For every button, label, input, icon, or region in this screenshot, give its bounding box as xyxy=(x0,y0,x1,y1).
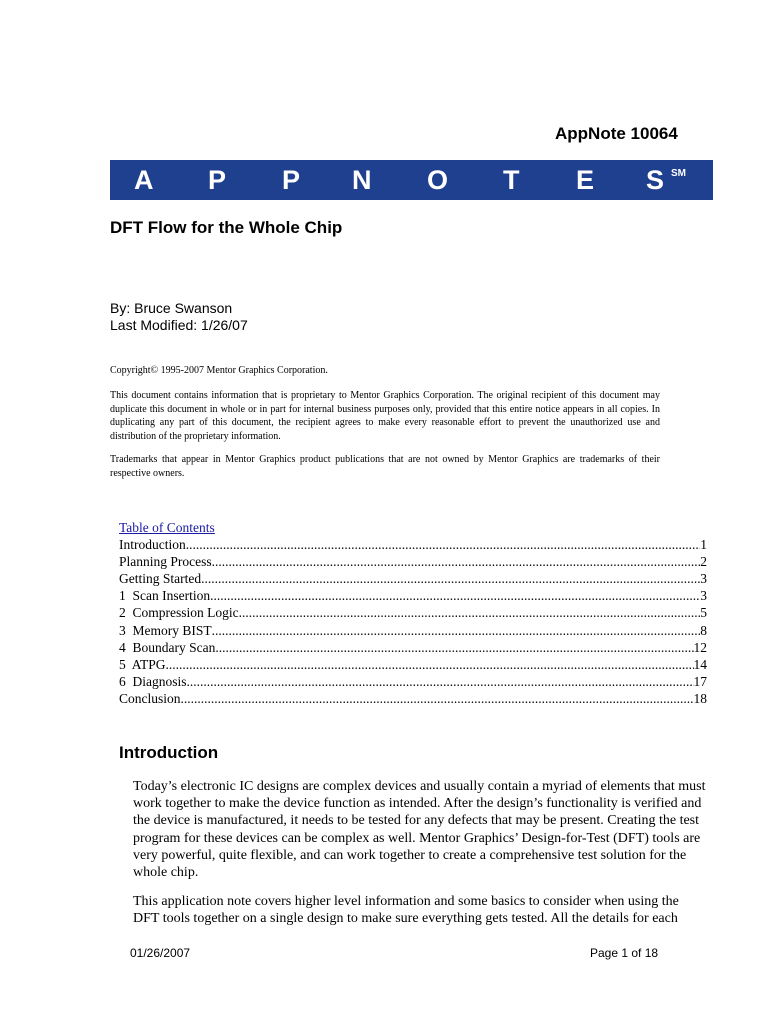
toc-entry[interactable] xyxy=(119,570,707,587)
appnotes-banner xyxy=(110,160,713,200)
toc-entry[interactable] xyxy=(119,553,707,570)
toc-leader-dots xyxy=(181,690,694,707)
toc-entry-label: 2 Compression Logic xyxy=(119,605,239,621)
banner-letter: S xyxy=(646,165,665,195)
banner-letter: T xyxy=(503,165,520,195)
toc-entry[interactable] xyxy=(119,587,707,604)
toc-entry-page: 5 xyxy=(700,605,707,621)
toc-entry-page: 3 xyxy=(700,571,707,587)
toc-entry-label: 3 Memory BIST xyxy=(119,622,212,638)
toc-entry[interactable] xyxy=(119,639,707,656)
introduction-heading: Introduction xyxy=(119,743,219,762)
banner-letter: P xyxy=(208,165,227,195)
footer-page-number: Page 1 of 18 xyxy=(590,946,659,960)
service-mark: SM xyxy=(671,168,686,179)
banner-letter: O xyxy=(427,165,449,195)
appnote-number: AppNote 10064 xyxy=(555,124,678,143)
toc-leader-dots xyxy=(239,604,701,621)
toc-leader-dots xyxy=(212,553,701,570)
banner-letter: N xyxy=(352,165,372,195)
toc-leader-dots xyxy=(166,656,694,673)
toc-leader-dots xyxy=(212,622,701,639)
toc-entry-label: 6 Diagnosis xyxy=(119,673,187,689)
toc-leader-dots xyxy=(210,587,700,604)
banner-letter: A xyxy=(134,165,154,195)
toc-entry[interactable] xyxy=(119,673,707,690)
toc-entry-page: 2 xyxy=(700,554,707,570)
author-line: By: Bruce Swanson xyxy=(110,300,233,316)
banner-letter: P xyxy=(282,165,301,195)
banner-letter: E xyxy=(576,165,595,195)
toc-entry[interactable] xyxy=(119,622,707,639)
introduction-paragraph-1: Today’s electronic IC designs are complex devices and usually contain a myriad of elements that must work together to make the device function as intended. After the design’s functionality is verified and the device is manufactured, it needs to be tested for any defects that may be present. Creating the test program for these devices can be complex as well. Mentor Graphics’ Design-for-Test (DFT) tools are very powerful, quite flexible, and can work together to create a comprehensive test solution for the whole chip. xyxy=(133,779,706,881)
toc-leader-dots xyxy=(215,639,693,656)
toc-entry-page: 18 xyxy=(693,690,707,706)
proprietary-notice: This document contains information that is proprietary to Mentor Graphics Corporation. The original recipient of this document may duplicate this document in whole or in part for internal business purposes only, provided that this entire notice appears in all copies. In duplicating any part of this document, the recipient agrees to make every reasonable effort to prevent the unauthorized use and distribution of the proprietary information. xyxy=(110,390,660,442)
toc-entry-label: 5 ATPG xyxy=(119,656,166,672)
table-of-contents xyxy=(119,519,707,707)
toc-entry-label: Conclusion xyxy=(119,690,181,706)
toc-entry[interactable] xyxy=(119,604,707,621)
introduction-paragraph-2: This application note covers higher level information and some basics to consider when using the DFT tools together on a single design to make sure everything gets tested. All the details for each xyxy=(133,894,679,927)
document-title: DFT Flow for the Whole Chip xyxy=(110,218,343,237)
toc-leader-dots xyxy=(186,536,701,553)
byline xyxy=(110,300,248,334)
toc-entry-page: 8 xyxy=(700,622,707,638)
toc-entry-label: Introduction xyxy=(119,537,186,553)
toc-entry-page: 12 xyxy=(693,639,707,655)
toc-entry-label: 1 Scan Insertion xyxy=(119,588,211,604)
toc-entry-label: Planning Process xyxy=(119,554,212,570)
toc-entry-label: 4 Boundary Scan xyxy=(119,639,216,655)
modified-line: Last Modified: 1/26/07 xyxy=(110,317,248,333)
toc-heading-link[interactable]: Table of Contents xyxy=(119,520,215,535)
toc-leader-dots xyxy=(187,673,694,690)
toc-entry-page: 17 xyxy=(693,673,707,689)
toc-entry-page: 14 xyxy=(693,656,707,672)
toc-entry[interactable] xyxy=(119,536,707,553)
toc-entry[interactable] xyxy=(119,656,707,673)
toc-entry-page: 1 xyxy=(700,537,707,553)
trademark-notice: Trademarks that appear in Mentor Graphics product publications that are not owned by Mentor Graphics are trademarks of their respective owners. xyxy=(110,454,660,479)
toc-entry-label: Getting Started xyxy=(119,571,202,587)
toc-leader-dots xyxy=(201,570,700,587)
toc-entry[interactable] xyxy=(119,690,707,707)
copyright-text: Copyright© 1995-2007 Mentor Graphics Corporation. xyxy=(110,365,328,376)
toc-entry-page: 3 xyxy=(700,588,707,604)
footer-date: 01/26/2007 xyxy=(130,946,191,960)
